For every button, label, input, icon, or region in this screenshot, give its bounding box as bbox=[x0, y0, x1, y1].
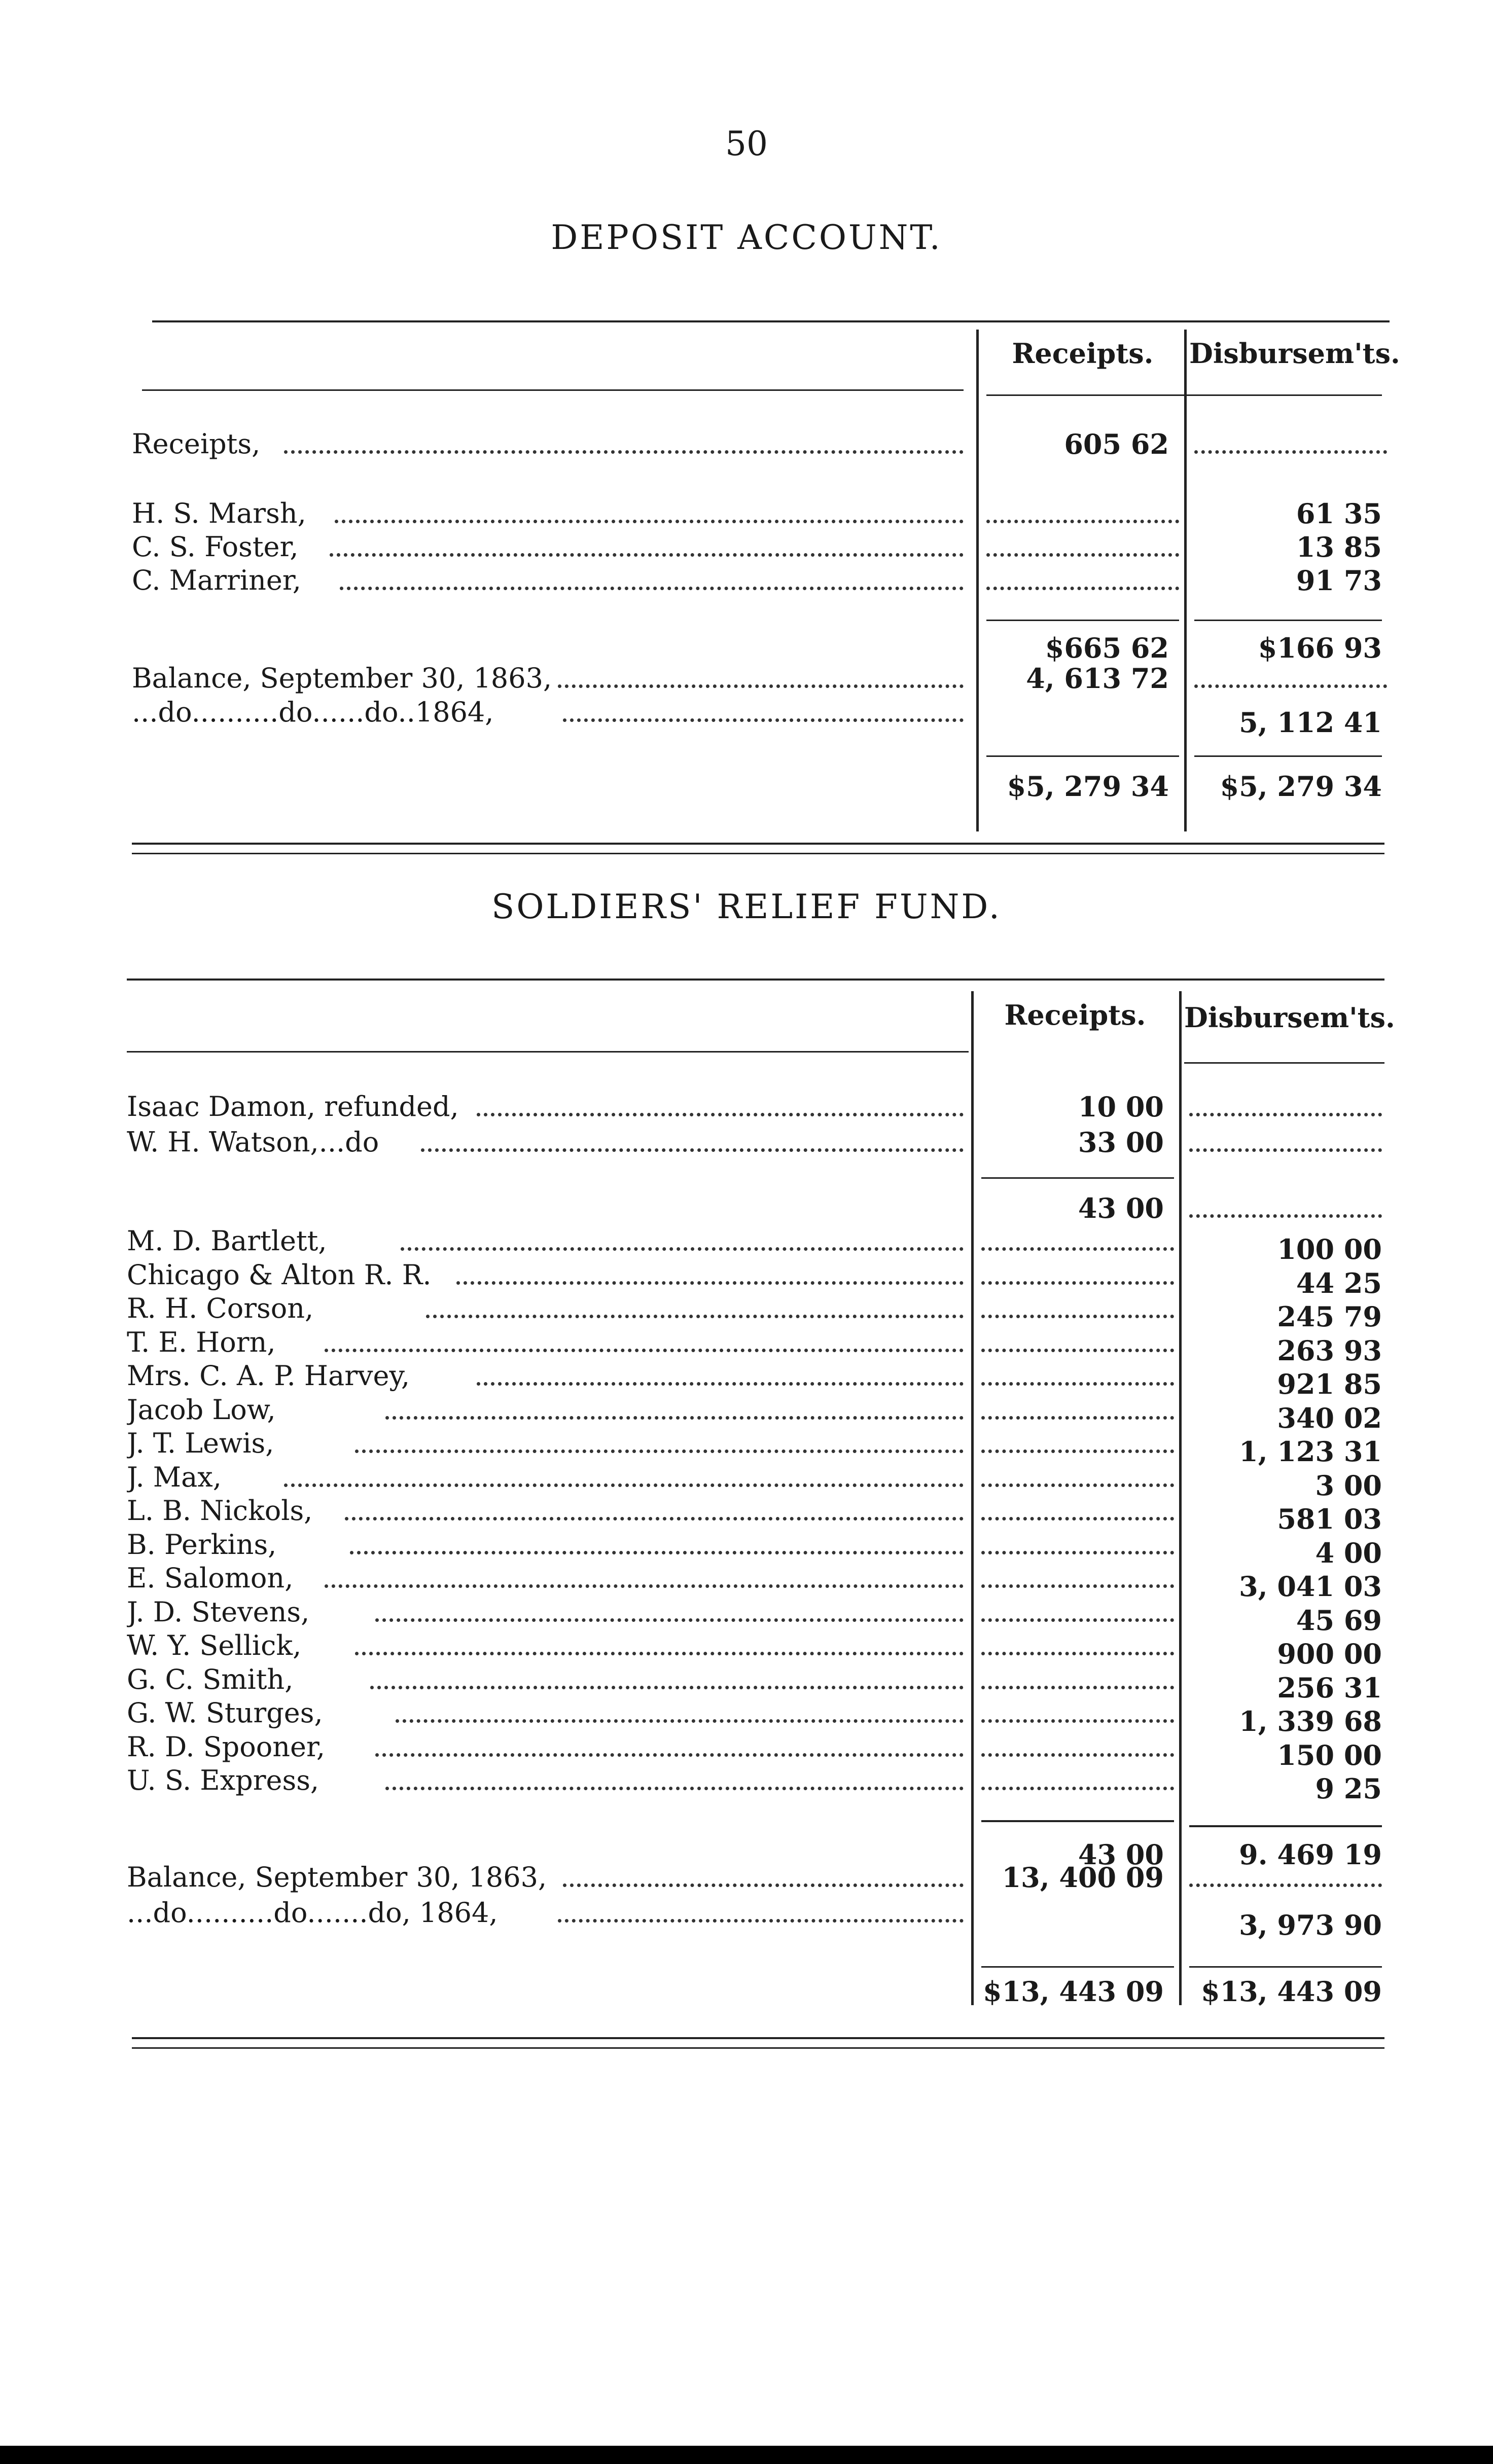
relief-disbursement-row bbox=[0, 1258, 1493, 1299]
relief-receipt-label: Isaac Damon, refunded, bbox=[127, 1091, 462, 1122]
leader-dots bbox=[981, 1764, 1174, 1797]
relief-disbursement-row bbox=[0, 1326, 1493, 1367]
relief-disbursement-label: Mrs. C. A. P. Harvey, bbox=[127, 1360, 413, 1392]
relief-disbursement-row bbox=[0, 1764, 1493, 1805]
relief-balance-label: ...do..........do.......do, 1864, bbox=[127, 1897, 501, 1929]
leader-dots bbox=[345, 1494, 964, 1528]
relief-disbursement-amount: 45 69 bbox=[1296, 1604, 1382, 1637]
leader-dots bbox=[1194, 427, 1387, 461]
relief-total-disbursements: $13, 443 09 bbox=[1201, 1975, 1382, 2008]
relief-balance-row bbox=[0, 1861, 1493, 1894]
relief-disbursement-amount: 1, 123 31 bbox=[1239, 1435, 1382, 1468]
leader-dots bbox=[981, 1629, 1174, 1662]
relief-disbursement-amount: 3 00 bbox=[1315, 1469, 1382, 1502]
relief-disbursement-row bbox=[0, 1427, 1493, 1468]
leader-dots bbox=[1189, 1090, 1382, 1124]
leader-dots bbox=[421, 1126, 964, 1159]
relief-disbursement-row bbox=[0, 1596, 1493, 1637]
leader-dots bbox=[981, 1258, 1174, 1292]
deposit-total-disbursements: $5, 279 34 bbox=[1220, 770, 1382, 803]
leader-dots bbox=[981, 1730, 1174, 1764]
relief-receipt-label: W. H. Watson,...do bbox=[127, 1126, 382, 1158]
relief-disbursement-label: W. Y. Sellick, bbox=[127, 1629, 304, 1661]
leader-dots bbox=[563, 1861, 964, 1894]
deposit-balance-label: Balance, September 30, 1863, bbox=[132, 662, 555, 694]
leader-dots bbox=[1189, 1126, 1382, 1159]
relief-end-rule-2 bbox=[132, 2047, 1384, 2049]
leader-dots bbox=[981, 1494, 1174, 1528]
relief-disbursement-label: T. E. Horn, bbox=[127, 1326, 279, 1358]
leader-dots bbox=[401, 1224, 964, 1258]
leader-dots bbox=[563, 696, 964, 729]
relief-balance-label: Balance, September 30, 1863, bbox=[127, 1861, 550, 1893]
relief-subtotal-rule-receipts bbox=[981, 1820, 1174, 1822]
deposit-balance-label: ...do..........do......do..1864, bbox=[132, 696, 496, 728]
leader-dots bbox=[981, 1696, 1174, 1730]
leader-dots bbox=[340, 564, 964, 597]
relief-disbursement-label: J. D. Stevens, bbox=[127, 1596, 312, 1628]
deposit-row bbox=[0, 564, 1493, 597]
deposit-row bbox=[0, 497, 1493, 530]
leader-dots bbox=[981, 1562, 1174, 1595]
relief-receipt-row bbox=[0, 1126, 1493, 1159]
relief-receipts-header: Receipts. bbox=[1004, 999, 1146, 1031]
relief-header-rule-left bbox=[127, 1051, 969, 1053]
relief-receipt-amount: 10 00 bbox=[1078, 1091, 1164, 1123]
leader-dots bbox=[986, 564, 1179, 597]
deposit-row bbox=[0, 427, 1493, 461]
relief-disbursement-row bbox=[0, 1292, 1493, 1333]
deposit-balance-receipt: 4, 613 72 bbox=[1026, 662, 1169, 695]
relief-disbursement-amount: 44 25 bbox=[1296, 1267, 1382, 1299]
deposit-total-receipts: $5, 279 34 bbox=[1007, 770, 1169, 803]
relief-disbursement-label: L. B. Nickols, bbox=[127, 1495, 315, 1527]
leader-dots bbox=[1194, 662, 1387, 695]
leader-dots bbox=[986, 497, 1179, 530]
deposit-balance-row bbox=[0, 662, 1493, 695]
leader-dots bbox=[385, 1393, 964, 1427]
deposit-row-disbursement: 91 73 bbox=[1296, 564, 1382, 597]
relief-disbursement-label: M. D. Bartlett, bbox=[127, 1225, 330, 1257]
relief-disbursement-amount: 256 31 bbox=[1277, 1672, 1382, 1704]
leader-dots bbox=[981, 1224, 1174, 1258]
deposit-top-rule bbox=[152, 320, 1390, 322]
leader-dots bbox=[558, 1896, 964, 1930]
relief-disbursement-label: R. D. Spooner, bbox=[127, 1731, 328, 1763]
leader-dots bbox=[477, 1359, 964, 1393]
relief-balance-row bbox=[0, 1896, 1493, 1941]
deposit-row-label: C. S. Foster, bbox=[132, 531, 302, 563]
leader-dots bbox=[426, 1292, 964, 1325]
deposit-disbursements-header: Disbursem'ts. bbox=[1189, 337, 1400, 370]
leader-dots bbox=[355, 1427, 964, 1460]
relief-subtotal-receipts: 43 00 bbox=[1078, 1838, 1164, 1871]
relief-header-rule-right bbox=[1184, 1062, 1384, 1064]
relief-total-rule-receipts bbox=[981, 1966, 1174, 1968]
relief-receipt-row bbox=[0, 1090, 1493, 1124]
deposit-row-disbursement: 13 85 bbox=[1296, 531, 1382, 563]
leader-dots bbox=[981, 1326, 1174, 1359]
deposit-row-disbursement: 61 35 bbox=[1296, 497, 1382, 530]
relief-subtotal-disbursements: 9. 469 19 bbox=[1239, 1838, 1382, 1871]
leader-dots bbox=[981, 1461, 1174, 1494]
relief-disbursements-header: Disbursem'ts. bbox=[1184, 1001, 1395, 1034]
deposit-subtotal-receipts: $665 62 bbox=[1045, 632, 1169, 664]
leader-dots bbox=[330, 530, 964, 564]
leader-dots bbox=[355, 1629, 964, 1662]
deposit-account-title: DEPOSIT ACCOUNT. bbox=[551, 218, 942, 257]
leader-dots bbox=[385, 1764, 964, 1797]
relief-disbursement-amount: 150 00 bbox=[1277, 1739, 1382, 1771]
relief-disbursement-amount: 4 00 bbox=[1315, 1537, 1382, 1569]
leader-dots bbox=[477, 1090, 964, 1124]
relief-disbursement-row bbox=[0, 1562, 1493, 1603]
leader-dots bbox=[1189, 1191, 1382, 1225]
relief-disbursement-row bbox=[0, 1696, 1493, 1737]
relief-disbursement-row bbox=[0, 1730, 1493, 1771]
deposit-end-rule-2 bbox=[132, 853, 1384, 854]
relief-disbursement-label: Jacob Low, bbox=[127, 1394, 279, 1426]
relief-disbursement-row bbox=[0, 1663, 1493, 1704]
leader-dots bbox=[396, 1696, 964, 1730]
leader-dots bbox=[981, 1393, 1174, 1427]
relief-balance-receipt: 13, 400 09 bbox=[1002, 1861, 1164, 1894]
relief-disbursement-amount: 3, 041 03 bbox=[1239, 1570, 1382, 1603]
relief-disbursement-amount: 1, 339 68 bbox=[1239, 1705, 1382, 1737]
relief-disbursement-row bbox=[0, 1224, 1493, 1265]
leader-dots bbox=[456, 1258, 964, 1292]
relief-top-rule bbox=[127, 979, 1384, 981]
relief-disbursement-label: B. Perkins, bbox=[127, 1529, 279, 1561]
leader-dots bbox=[981, 1663, 1174, 1696]
relief-disbursement-row bbox=[0, 1528, 1493, 1569]
relief-total-receipts: $13, 443 09 bbox=[983, 1975, 1164, 2008]
leader-dots bbox=[284, 427, 964, 461]
deposit-end-rule bbox=[132, 843, 1384, 845]
leader-dots bbox=[558, 662, 964, 695]
deposit-row-label: C. Marriner, bbox=[132, 564, 304, 596]
leader-dots bbox=[981, 1528, 1174, 1562]
leader-dots bbox=[986, 530, 1179, 564]
deposit-row bbox=[0, 530, 1493, 564]
relief-total-rule-disb bbox=[1189, 1966, 1382, 1968]
relief-disbursement-label: G. W. Sturges, bbox=[127, 1697, 326, 1729]
relief-receipt-amount: 33 00 bbox=[1078, 1126, 1164, 1158]
leader-dots bbox=[370, 1663, 964, 1696]
leader-dots bbox=[375, 1596, 964, 1629]
deposit-row-receipt: 605 62 bbox=[1064, 428, 1169, 460]
deposit-subtotal-disbursements: $166 93 bbox=[1258, 632, 1382, 664]
relief-receipt-subtotal-row bbox=[0, 1191, 1493, 1225]
deposit-total-rule-disb bbox=[1194, 755, 1382, 757]
leader-dots bbox=[981, 1359, 1174, 1393]
relief-receipts-subtotal-rule bbox=[981, 1177, 1174, 1179]
relief-disbursement-label: Chicago & Alton R. R. bbox=[127, 1259, 435, 1291]
relief-disbursement-label: E. Salomon, bbox=[127, 1562, 296, 1594]
scan-bottom-edge bbox=[0, 2446, 1493, 2464]
relief-disbursement-row bbox=[0, 1393, 1493, 1434]
leader-dots bbox=[325, 1562, 964, 1595]
relief-disbursement-row bbox=[0, 1629, 1493, 1670]
relief-subtotal-rule-disb bbox=[1189, 1825, 1382, 1827]
relief-disbursement-row bbox=[0, 1359, 1493, 1400]
deposit-row-label: Receipts, bbox=[132, 428, 263, 460]
leader-dots bbox=[325, 1326, 964, 1359]
deposit-subtotal-rule-disb bbox=[1194, 620, 1382, 621]
deposit-balance-row bbox=[0, 696, 1493, 739]
relief-disbursement-label: J. Max, bbox=[127, 1461, 225, 1493]
leader-dots bbox=[1189, 1861, 1382, 1894]
relief-disbursement-row bbox=[0, 1494, 1493, 1535]
relief-disbursement-amount: 245 79 bbox=[1277, 1300, 1382, 1333]
relief-disbursement-label: R. H. Corson, bbox=[127, 1292, 316, 1324]
relief-disbursement-amount: 900 00 bbox=[1277, 1638, 1382, 1670]
leader-dots bbox=[350, 1528, 964, 1562]
leader-dots bbox=[375, 1730, 964, 1764]
leader-dots bbox=[981, 1292, 1174, 1325]
relief-disbursement-label: U. S. Express, bbox=[127, 1764, 322, 1796]
relief-disbursement-amount: 581 03 bbox=[1277, 1503, 1382, 1535]
relief-disbursement-label: G. C. Smith, bbox=[127, 1663, 296, 1695]
relief-disbursement-amount: 340 02 bbox=[1277, 1402, 1382, 1434]
relief-end-rule bbox=[132, 2037, 1384, 2039]
relief-disbursement-amount: 921 85 bbox=[1277, 1368, 1382, 1400]
deposit-row-label: H. S. Marsh, bbox=[132, 497, 309, 529]
leader-dots bbox=[981, 1427, 1174, 1460]
relief-disbursement-amount: 263 93 bbox=[1277, 1334, 1382, 1367]
leader-dots bbox=[284, 1461, 964, 1494]
deposit-total-rule-receipts bbox=[986, 755, 1179, 757]
page-number: 50 bbox=[725, 124, 768, 163]
relief-disbursement-amount: 9 25 bbox=[1315, 1772, 1382, 1805]
deposit-balance-disbursement: 5, 112 41 bbox=[1239, 706, 1382, 739]
relief-disbursement-row bbox=[0, 1461, 1493, 1502]
deposit-receipts-header: Receipts. bbox=[1012, 337, 1154, 370]
relief-fund-title: SOLDIERS' RELIEF FUND. bbox=[491, 887, 1002, 926]
relief-balance-disbursement: 3, 973 90 bbox=[1239, 1909, 1382, 1941]
relief-receipts-subtotal: 43 00 bbox=[1078, 1192, 1164, 1224]
deposit-header-rule-left bbox=[142, 389, 964, 391]
deposit-subtotal-rule-receipts bbox=[986, 620, 1179, 621]
relief-disbursement-label: J. T. Lewis, bbox=[127, 1427, 277, 1459]
leader-dots bbox=[981, 1596, 1174, 1629]
leader-dots bbox=[335, 497, 964, 530]
relief-disbursement-amount: 100 00 bbox=[1277, 1233, 1382, 1265]
